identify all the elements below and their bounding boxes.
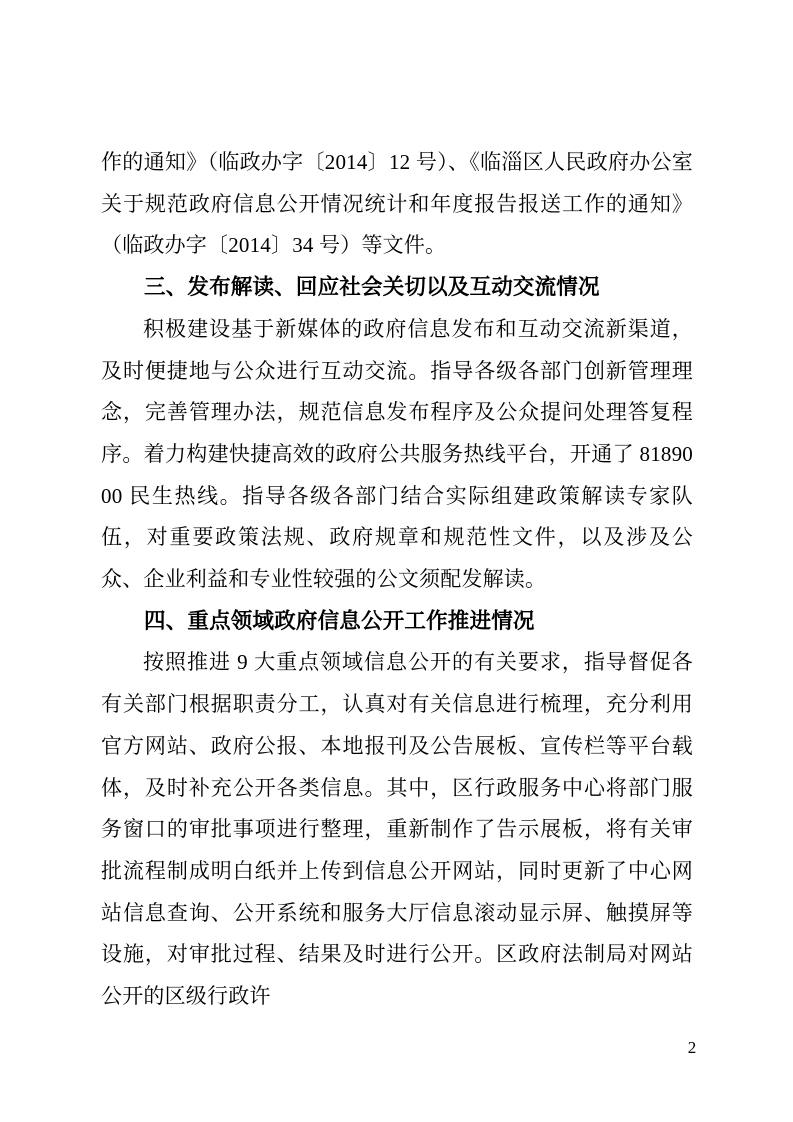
paragraph-continued: 作的通知》（临政办字〔2014〕12 号）、《临淄区人民政府办公室关于规范政府信息公开情况统计和年度报告报送工作的通知》（临政办字〔2014〕34 号）等文件。 [101,150,693,258]
page-number: 2 [687,1038,697,1057]
document-text-block [101,142,693,1018]
section-heading-four: 四、重点领域政府信息公开工作推进情况 [144,608,535,633]
paragraph-section-three: 积极建设基于新媒体的政府信息发布和互动交流新渠道，及时便捷地与公众进行互动交流。指导各级各部门创新管理理念，完善管理办法，规范信息发布程序及公众提问处理答复程序。着力构建快捷高效的政府公共服务热线平台，开通了 8189000 民生热线。指导各级各部门结合实际组建政策解读专家队伍，对重要政策法规、政府规章和规范性文件，以及涉及公众、企业利益和专业性较强的公文须配发解读。 [101,316,693,592]
section-heading-three: 三、发布解读、回应社会关切以及互动交流情况 [144,275,600,300]
paragraph-section-four: 按照推进 9 大重点领域信息公开的有关要求，指导督促各有关部门根据职责分工，认真对有关信息进行梳理，充分利用官方网站、政府公报、本地报刊及公告展板、宣传栏等平台载体，及时补充公开各类信息。其中，区行政服务中心将部门服务窗口的审批事项进行整理，重新制作了告示展板，将有关审批流程制成明白纸并上传到信息公开网站，同时更新了中心网站信息查询、公开系统和服务大厅信息滚动显示屏、触摸屏等设施，对审批过程、结果及时进行公开。区政府法制局对网站公开的区级行政许 [101,650,693,1009]
